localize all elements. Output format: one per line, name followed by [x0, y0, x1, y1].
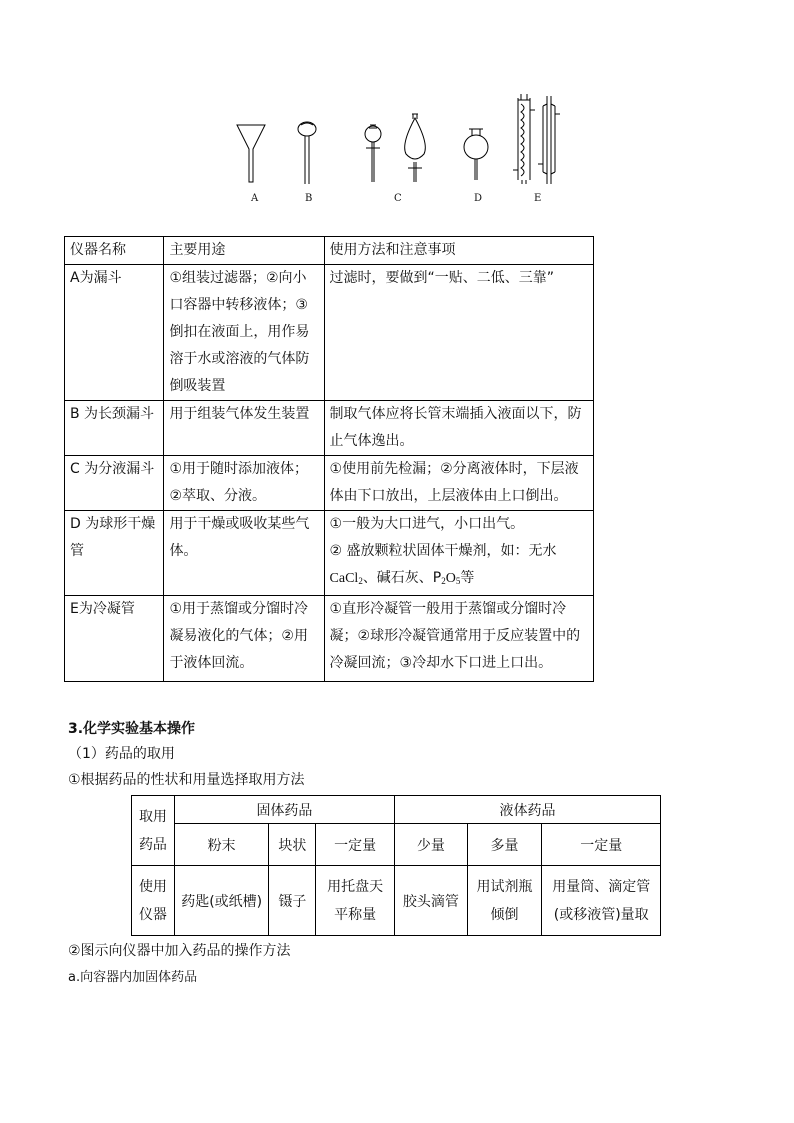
formula-line [330, 565, 588, 595]
notes-cell: 制取气体应将长管末端插入液面以下，防止气体逸出。 [324, 401, 593, 456]
name-cell: D 为球形干燥管 [65, 511, 164, 596]
apparatus-figure [225, 92, 565, 208]
formula-text: CaCl [329, 571, 359, 586]
instrument-line: 用量筒、滴定管 [552, 878, 651, 895]
row-label-cell [132, 866, 175, 936]
notes-cell: ①使用前先检漏；②分离液体时，下层液体由下口放出，上层液体由上口倒出。 [324, 456, 593, 511]
corner-cell [132, 796, 175, 866]
separatory-funnel-small-icon [365, 125, 381, 182]
instrument-cell [467, 866, 542, 936]
instrument-cell [542, 866, 661, 936]
instrument-cell: 镊子 [269, 866, 316, 936]
table-row [65, 265, 594, 401]
table-row [65, 401, 594, 456]
formula-text: O [445, 571, 456, 586]
bulb-condenser-icon [513, 94, 535, 184]
table-row [65, 596, 594, 682]
table-row [132, 824, 661, 866]
column-header: 粉末 [174, 824, 269, 866]
header-cell: 主要用途 [164, 237, 324, 265]
use-cell: 用于干燥或吸收某些气体。 [164, 511, 324, 596]
notes-cell [324, 511, 593, 596]
name-cell: B 为长颈漏斗 [65, 401, 164, 456]
name-cell: C 为分液漏斗 [65, 456, 164, 511]
label-d: D [474, 193, 483, 204]
label-e: E [534, 193, 542, 204]
reagent-table [131, 795, 661, 936]
label-b: B [305, 193, 313, 204]
use-cell: ①用于蒸馏或分馏时冷凝易液化的气体；②用于液体回流。 [164, 596, 324, 682]
corner-line: 取用 [138, 808, 167, 825]
column-header: 一定量 [316, 824, 395, 866]
table-header-row [65, 237, 594, 265]
table-row [65, 456, 594, 511]
header-cell: 使用方法和注意事项 [324, 237, 593, 265]
notes-cell: 过滤时，要做到“一贴、二低、三靠” [324, 265, 593, 401]
funnel-icon [237, 125, 265, 182]
liquid-header: 液体药品 [395, 796, 661, 824]
instrument-cell: 药匙(或纸槽) [174, 866, 269, 936]
separatory-funnel-pear-icon [405, 114, 426, 182]
subscript: 5 [455, 576, 461, 586]
drying-tube-icon [464, 129, 488, 180]
use-cell: ①用于随时添加液体；②萃取、分液。 [164, 456, 324, 511]
item-text: ②图示向仪器中加入药品的操作方法 [68, 943, 291, 959]
section-heading: 3.化学实验基本操作 [68, 721, 196, 737]
instrument-line: 用试剂瓶 [476, 878, 533, 895]
solid-header: 固体药品 [174, 796, 394, 824]
long-neck-funnel-icon [298, 122, 316, 184]
table-row [132, 866, 661, 936]
instrument-line: 平称量 [334, 906, 377, 923]
apparatus-drawing [225, 92, 565, 192]
subscript: 2 [358, 576, 363, 586]
instrument-cell [316, 866, 395, 936]
name-cell: E为冷凝管 [65, 596, 164, 682]
table-row [132, 796, 661, 824]
use-cell: ①组装过滤器；②向小口容器中转移液体；③倒扣在液面上，用作易溶于水或溶液的气体防倒吸装置 [164, 265, 324, 401]
subscript: 2 [441, 576, 446, 586]
formula-text: 等 [460, 570, 475, 586]
notes-cell: ①直形冷凝管一般用于蒸馏或分馏时冷凝；②球形冷凝管通常用于反应装置中的冷凝回流；③冷却水下口进上口出。 [324, 596, 593, 682]
straight-condenser-icon [538, 96, 560, 184]
instrument-line: (或移液管)量取 [553, 906, 649, 923]
item-text: a.向容器内加固体药品 [68, 970, 198, 985]
label-a: A [251, 193, 259, 204]
column-header: 一定量 [542, 824, 661, 866]
notes-line: ①一般为大口进气，小口出气。 [329, 516, 525, 532]
column-header: 少量 [395, 824, 468, 866]
row-label-line: 仪器 [138, 906, 167, 923]
instrument-line: 用托盘天 [327, 878, 384, 895]
notes-line: ② 盛放颗粒状固体干燥剂，如：无水 [329, 543, 557, 559]
table-row [65, 511, 594, 596]
row-label-line: 使用 [138, 878, 167, 895]
item-text: ①根据药品的性状和用量选择取用方法 [68, 772, 305, 788]
label-c: C [394, 193, 402, 204]
use-cell: 用于组装气体发生装置 [164, 401, 324, 456]
corner-line: 药品 [138, 836, 167, 853]
formula-text: 、碱石灰、P [362, 570, 442, 586]
subsection-title: （1）药品的取用 [68, 746, 175, 762]
name-cell: A为漏斗 [65, 265, 164, 401]
instrument-table [64, 236, 594, 682]
column-header: 块状 [269, 824, 316, 866]
header-cell: 仪器名称 [65, 237, 164, 265]
instrument-cell: 胶头滴管 [395, 866, 468, 936]
column-header: 多量 [467, 824, 542, 866]
instrument-line: 倾倒 [490, 906, 519, 923]
